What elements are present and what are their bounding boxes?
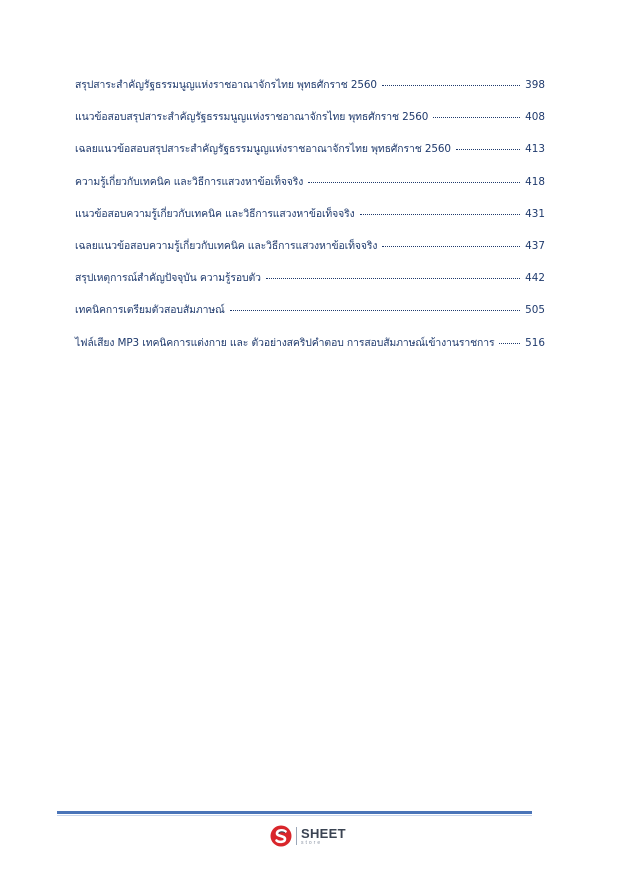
- toc-leader-dots: [456, 149, 520, 150]
- toc-entry-page: 516: [525, 336, 545, 349]
- toc-leader-dots: [230, 310, 521, 311]
- table-of-contents: [75, 76, 545, 366]
- toc-leader-dots: [382, 85, 520, 86]
- sheet-store-logo: [270, 823, 360, 849]
- logo-text: [301, 827, 346, 846]
- toc-leader-dots: [266, 278, 520, 279]
- toc-entry[interactable]: [75, 205, 545, 237]
- toc-leader-dots: [499, 343, 520, 344]
- toc-entry[interactable]: [75, 108, 545, 140]
- toc-entry[interactable]: [75, 334, 545, 366]
- toc-entry-title: แนวข้อสอบความรู้เกี่ยวกับเทคนิค และวิธีการแสวงหาข้อเท็จจริง: [75, 207, 355, 220]
- toc-entry[interactable]: [75, 76, 545, 108]
- sheet-store-s-icon: [270, 825, 292, 847]
- footer-rule-shadow: [57, 815, 532, 816]
- toc-entry[interactable]: [75, 140, 545, 172]
- toc-leader-dots: [433, 117, 520, 118]
- logo-word: SHEET: [301, 825, 346, 841]
- footer-rule: [57, 811, 532, 814]
- toc-entry-title: ความรู้เกี่ยวกับเทคนิค และวิธีการแสวงหาข้อเท็จจริง: [75, 175, 304, 188]
- toc-entry-title: แนวข้อสอบสรุปสาระสำคัญรัฐธรรมนูญแห่งราชอาณาจักรไทย พุทธศักราช 2560: [75, 111, 429, 124]
- toc-entry-title: เฉลยแนวข้อสอบความรู้เกี่ยวกับเทคนิค และวิธีการแสวงหาข้อเท็จจริง: [75, 239, 378, 252]
- toc-entry-page: 437: [525, 239, 545, 252]
- toc-entry-page: 413: [525, 143, 545, 156]
- toc-entry-page: 418: [525, 175, 545, 188]
- toc-leader-dots: [382, 246, 520, 247]
- toc-entry[interactable]: [75, 269, 545, 301]
- toc-entry[interactable]: [75, 301, 545, 333]
- toc-entry[interactable]: [75, 173, 545, 205]
- toc-entry-page: 431: [525, 207, 545, 220]
- toc-entry-title: สรุปเหตุการณ์สำคัญปัจจุบัน ความรู้รอบตัว: [75, 272, 261, 285]
- toc-entry-title: สรุปสาระสำคัญรัฐธรรมนูญแห่งราชอาณาจักรไทย พุทธศักราช 2560: [75, 79, 377, 91]
- toc-entry-page: 408: [525, 111, 545, 124]
- toc-entry-title: ไฟล์เสียง MP3 เทคนิคการแต่งกาย และ ตัวอย่างสคริปคำตอบ การสอบสัมภาษณ์เข้างานราชการ: [75, 336, 495, 349]
- toc-entry[interactable]: [75, 237, 545, 269]
- toc-entry-page: 505: [525, 304, 545, 317]
- logo-subtitle: store: [301, 839, 323, 846]
- toc-entry-title: เทคนิคการเตรียมตัวสอบสัมภาษณ์: [75, 304, 225, 317]
- toc-entry-page: 398: [525, 79, 545, 91]
- toc-leader-dots: [360, 214, 521, 215]
- toc-leader-dots: [308, 182, 520, 183]
- toc-entry-title: เฉลยแนวข้อสอบสรุปสาระสำคัญรัฐธรรมนูญแห่งราชอาณาจักรไทย พุทธศักราช 2560: [75, 143, 451, 156]
- toc-entry-page: 442: [525, 272, 545, 285]
- logo-separator: [296, 827, 297, 845]
